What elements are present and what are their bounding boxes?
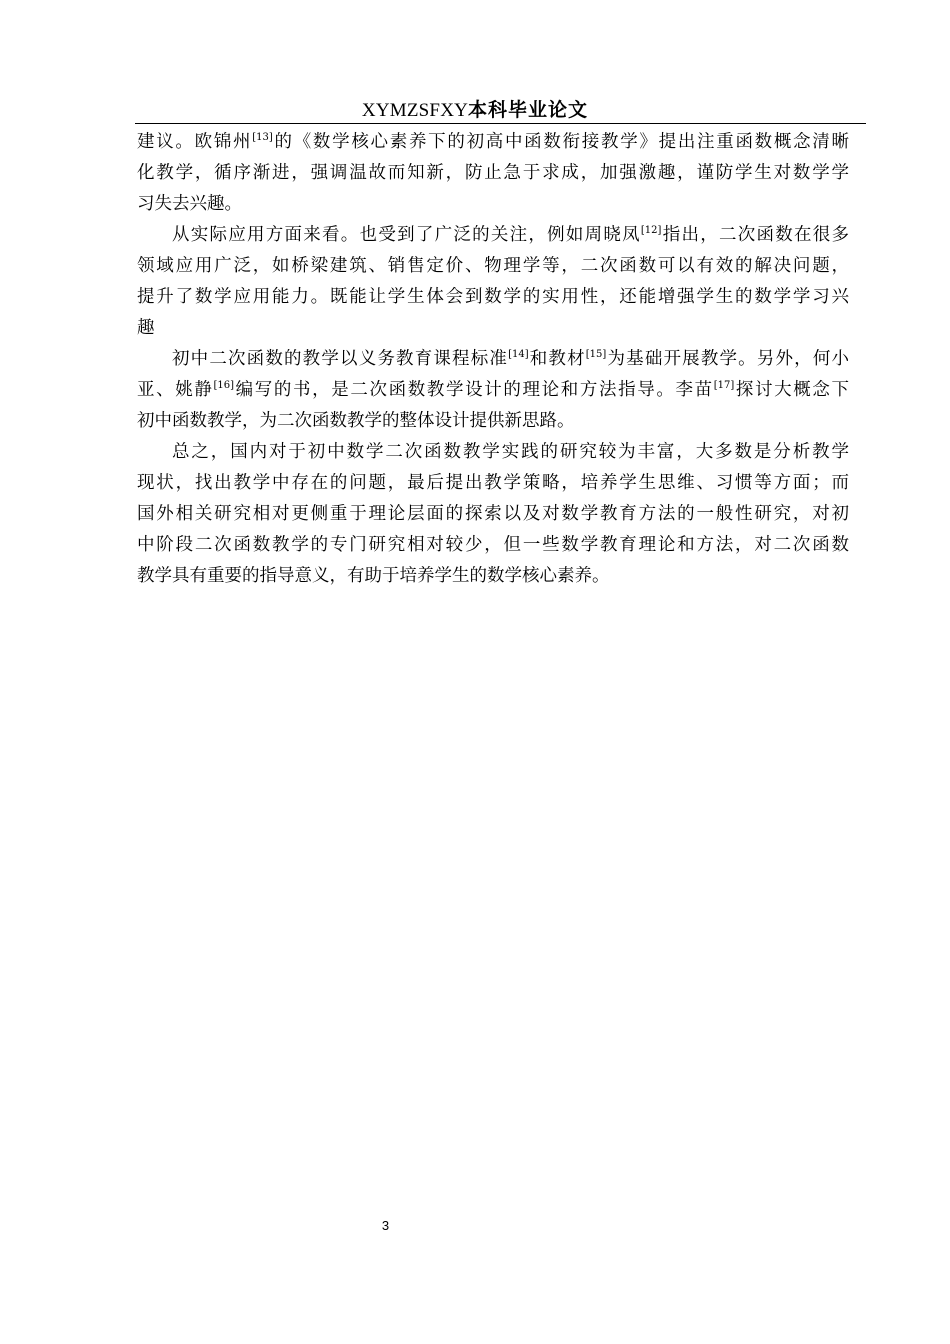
- text-line: 亚、姚静[16]编写的书，是二次函数教学设计的理论和方法指导。李苗[17]探讨大概念下: [137, 380, 850, 400]
- header-code: XYMZSFXY: [361, 100, 469, 121]
- paragraph-3: [137, 344, 849, 437]
- page-header: [0, 98, 950, 123]
- text-line: 领域应用广泛，如桥梁建筑、销售定价、物理学等，二次函数可以有效的解决问题，: [137, 256, 849, 276]
- citation-17: [17]: [713, 380, 735, 391]
- citation-12: [12]: [640, 225, 662, 236]
- text-line: 建议。欧锦州[13]的《数学核心素养下的初高中函数衔接教学》提出注重函数概念清晰: [137, 132, 850, 152]
- text-line: 初中二次函数的教学以义务教育课程标准[14]和教材[15]为基础开展教学。另外，何小: [172, 349, 850, 369]
- text-line: 化教学，循序渐进，强调温故而知新，防止急于求成，加强激趣，谨防学生对数学学: [137, 163, 849, 183]
- citation-14: [14]: [508, 349, 529, 360]
- text-line: 中阶段二次函数教学的专门研究相对较少，但一些数学教育理论和方法，对二次函数: [137, 535, 849, 555]
- body-text: [137, 127, 849, 592]
- header-rule: [135, 123, 866, 124]
- text-line: 初中函数教学，为二次函数教学的整体设计提供新思路。: [137, 411, 575, 431]
- text-line: 教学具有重要的指导意义，有助于培养学生的数学核心素养。: [137, 566, 610, 586]
- paragraph-1: [137, 127, 849, 220]
- text-line: 习失去兴趣。: [137, 194, 242, 214]
- page-number: 3: [381, 1218, 390, 1233]
- citation-15: [15]: [585, 349, 607, 360]
- paragraph-4: [137, 437, 849, 592]
- text-line: 总之，国内对于初中数学二次函数教学实践的研究较为丰富，大多数是分析教学: [172, 442, 849, 462]
- text-line: 从实际应用方面来看。也受到了广泛的关注，例如周晓凤[12]指出，二次函数在很多: [172, 225, 849, 245]
- text-line: 趣: [137, 318, 155, 338]
- header-title: 本科毕业论文: [468, 99, 589, 121]
- citation-16: [16]: [213, 380, 235, 391]
- text-line: 国外相关研究相对更侧重于理论层面的探索以及对数学教育方法的一般性研究，对初: [137, 504, 849, 524]
- text-line: 提升了数学应用能力。既能让学生体会到数学的实用性，还能增强学生的数学学习兴: [137, 287, 849, 307]
- citation-13: [13]: [252, 132, 273, 143]
- text-line: 现状，找出教学中存在的问题，最后提出教学策略，培养学生思维、习惯等方面；而: [137, 473, 849, 493]
- paragraph-2: [137, 220, 849, 344]
